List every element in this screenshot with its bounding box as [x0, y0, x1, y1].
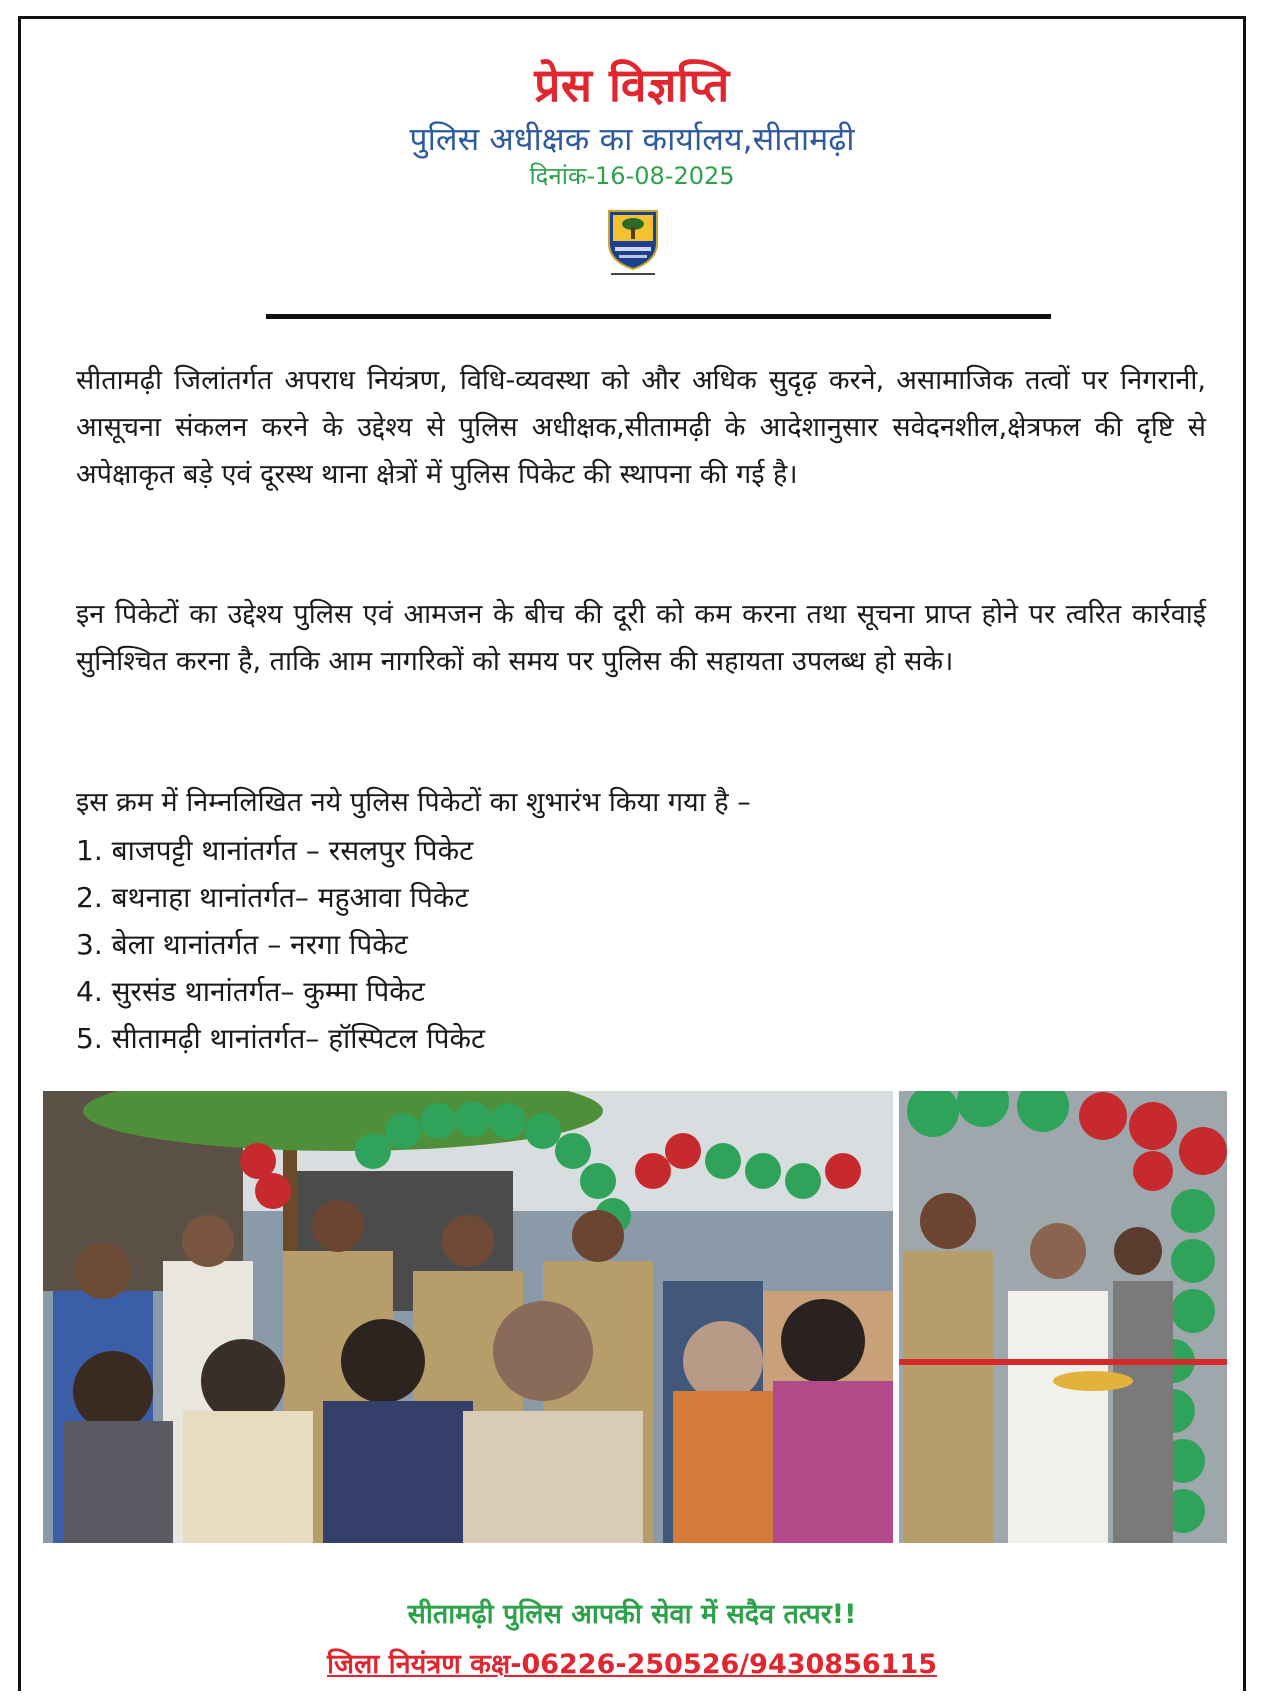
release-date: दिनांक-16-08-2025: [529, 162, 735, 190]
photo-ribbon-cutting-icon: [899, 1091, 1227, 1543]
divider: [266, 314, 1051, 319]
list-item: 3. बेला थानांतर्गत – नरगा पिकेट: [76, 928, 408, 961]
footer-contact: जिला नियंत्रण कक्ष-06226-250526/9430856115: [326, 1649, 938, 1680]
list-item: 5. सीतामढ़ी थानांतर्गत– हॉस्पिटल पिकेट: [76, 1022, 486, 1055]
footer-slogan: सीतामढ़ी पुलिस आपकी सेवा में सदैव तत्पर!!: [407, 1599, 857, 1630]
page-title: प्रेस विज्ञप्ति: [534, 58, 730, 112]
list-item: 2. बथनाहा थानांतर्गत– महुआवा पिकेट: [76, 881, 469, 914]
event-photos: [43, 1091, 1227, 1543]
list-item: 1. बाजपट्टी थानांतर्गत – रसलपुर पिकेट: [76, 834, 474, 867]
list-intro: इस क्रम में निम्नलिखित नये पुलिस पिकेटों का शुभारंभ किया गया है –: [76, 787, 751, 818]
photo-inauguration-crowd-icon: [43, 1091, 893, 1543]
press-release-page: [18, 16, 1246, 1691]
office-name: पुलिस अधीक्षक का कार्यालय,सीतामढ़ी: [409, 120, 855, 158]
list-item: 4. सुरसंड थानांतर्गत– कुम्मा पिकेट: [76, 975, 425, 1008]
paragraph-intro: सीतामढ़ी जिलांतर्गत अपराध नियंत्रण, विधि-व्यवस्था को और अधिक सुदृढ़ करने, असामाजिक तत्वों पर निगरानी, आसूचना संकलन करने के उद्देश्य से पुलिस अधीक्षक,सीतामढ़ी के आदेशानुसार सवेदनशील,क्षेत्रफल की दृष्टि से अपेक्षाकृत बड़े एवं दूरस्थ थाना क्षेत्रों में पुलिस पिकेट की स्थापना की गई है।: [76, 365, 1206, 490]
bihar-police-emblem-icon: [605, 207, 661, 277]
picket-list: [76, 827, 976, 1062]
paragraph-purpose: इन पिकेटों का उद्देश्य पुलिस एवं आमजन के बीच की दूरी को कम करना तथा सूचना प्राप्त होने पर त्वरित कार्रवाई सुनिश्चित करना है, ताकि आम नागरिकों को समय पर पुलिस की सहायता उपलब्ध हो सके।: [76, 599, 1206, 677]
